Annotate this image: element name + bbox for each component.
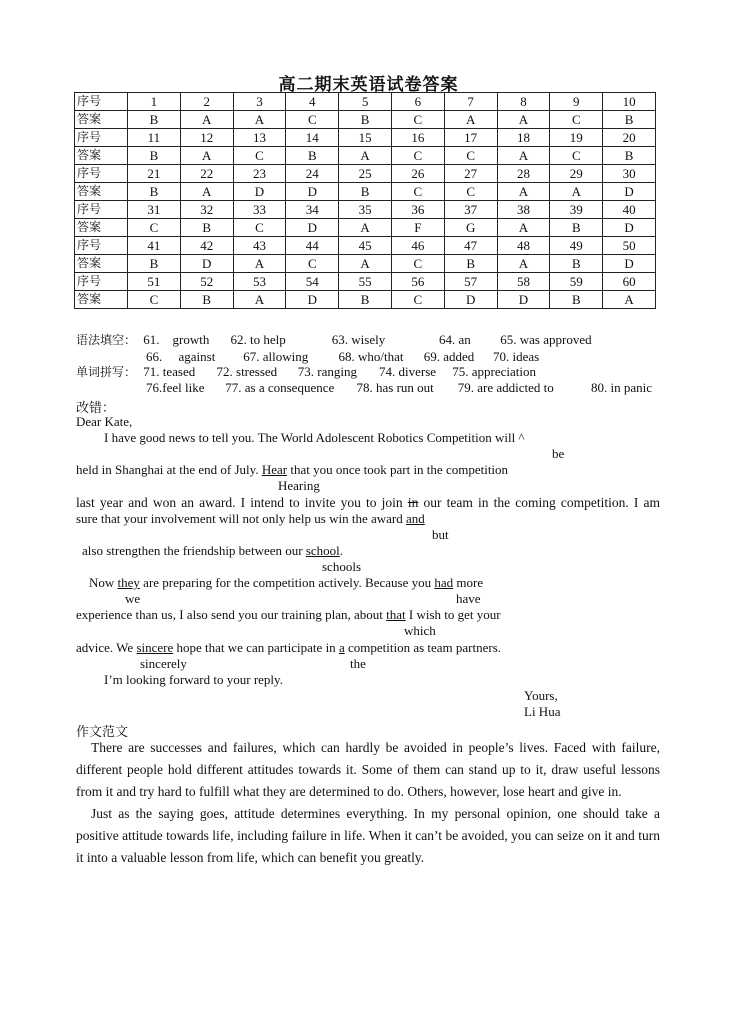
answer-cell: A xyxy=(339,219,392,237)
spelling-answer: 77. as a consequence xyxy=(225,380,335,395)
question-number: 30 xyxy=(603,165,656,183)
question-number: 33 xyxy=(233,201,286,219)
answer-cell: C xyxy=(286,255,339,273)
answer-cell: D xyxy=(603,183,656,201)
question-number: 40 xyxy=(603,201,656,219)
answer-cell: A xyxy=(497,111,550,129)
question-number: 34 xyxy=(286,201,339,219)
answer-cell: C xyxy=(444,147,497,165)
row-header: 答案 xyxy=(75,183,128,201)
question-number: 8 xyxy=(497,93,550,111)
number-row xyxy=(75,93,656,111)
question-number: 16 xyxy=(391,129,444,147)
answer-cell: D xyxy=(180,255,233,273)
number-row xyxy=(75,201,656,219)
spelling-answer: 80. in panic xyxy=(591,380,653,395)
answer-cell: G xyxy=(444,219,497,237)
letter-line xyxy=(76,607,501,623)
answer-cell: B xyxy=(550,255,603,273)
question-number: 3 xyxy=(233,93,286,111)
answer-cell: B xyxy=(180,219,233,237)
answer-cell: A xyxy=(180,111,233,129)
grammar-label: 语法填空： xyxy=(76,333,137,347)
question-number: 44 xyxy=(286,237,339,255)
answer-row xyxy=(75,183,656,201)
answer-cell: A xyxy=(180,183,233,201)
text: more xyxy=(453,575,484,590)
letter-line xyxy=(76,462,508,478)
question-number: 1 xyxy=(128,93,181,111)
question-number: 43 xyxy=(233,237,286,255)
spelling-answer: 73. ranging xyxy=(297,364,357,379)
question-number: 14 xyxy=(286,129,339,147)
row-header: 答案 xyxy=(75,291,128,309)
question-number: 12 xyxy=(180,129,233,147)
answer-cell: C xyxy=(444,183,497,201)
question-number: 7 xyxy=(444,93,497,111)
answer-cell: B xyxy=(550,219,603,237)
letter-signature: Li Hua xyxy=(524,704,561,719)
text: . xyxy=(339,543,344,558)
question-number: 57 xyxy=(444,273,497,291)
answer-cell: B xyxy=(603,111,656,129)
page-title: 高二期末英语试卷答案 xyxy=(278,75,459,95)
grammar-answer: 64. an xyxy=(439,332,471,347)
correction-word: sincerely xyxy=(140,656,187,671)
question-number: 13 xyxy=(233,129,286,147)
question-number: 37 xyxy=(444,201,497,219)
question-number: 48 xyxy=(497,237,550,255)
grammar-answer: 62. to help xyxy=(230,332,286,347)
row-header: 序号 xyxy=(75,129,128,147)
answer-cell: C xyxy=(550,147,603,165)
row-header: 序号 xyxy=(75,237,128,255)
spelling-answer: 71. teased xyxy=(143,364,196,379)
grammar-answer: 61. growth xyxy=(143,332,210,347)
question-number: 52 xyxy=(180,273,233,291)
question-number: 11 xyxy=(128,129,181,147)
letter-line xyxy=(82,543,343,559)
correction-word: be xyxy=(552,446,565,461)
answer-cell: A xyxy=(497,219,550,237)
answer-cell: C xyxy=(391,111,444,129)
answer-cell: B xyxy=(286,147,339,165)
answer-table xyxy=(74,92,656,309)
text: advice. We xyxy=(76,640,137,655)
answer-cell: A xyxy=(233,291,286,309)
grammar-answer: 67. allowing xyxy=(243,349,309,364)
correction-word: but xyxy=(432,527,449,542)
answer-cell: D xyxy=(233,183,286,201)
question-number: 54 xyxy=(286,273,339,291)
essay-paragraph: Just as the saying goes, attitude determines everything. In my personal opinion, one should take a positive attitude towards life, including failure in life. When it can’t be avoided, you can seize on it and turn it into a valuable lesson from life, which can benefit you greatly. xyxy=(76,806,660,865)
correction-word: we xyxy=(125,591,141,606)
answer-row xyxy=(75,147,656,165)
question-number: 21 xyxy=(128,165,181,183)
letter-closing: Yours, xyxy=(524,688,558,703)
question-number: 47 xyxy=(444,237,497,255)
question-number: 36 xyxy=(391,201,444,219)
answer-cell: B xyxy=(128,147,181,165)
answer-cell: B xyxy=(339,111,392,129)
question-number: 28 xyxy=(497,165,550,183)
question-number: 35 xyxy=(339,201,392,219)
question-number: 5 xyxy=(339,93,392,111)
question-number: 20 xyxy=(603,129,656,147)
text: competition as team partners. xyxy=(344,640,502,655)
question-number: 26 xyxy=(391,165,444,183)
spelling-line-1 xyxy=(76,363,536,380)
grammar-answer: 63. wisely xyxy=(331,332,386,347)
answer-cell: C xyxy=(233,147,286,165)
question-number: 10 xyxy=(603,93,656,111)
answer-cell: D xyxy=(444,291,497,309)
row-header: 序号 xyxy=(75,201,128,219)
question-number: 9 xyxy=(550,93,603,111)
answer-cell: C xyxy=(128,219,181,237)
error-word: sincere xyxy=(136,640,174,655)
answer-cell: A xyxy=(180,147,233,165)
question-number: 59 xyxy=(550,273,603,291)
text: I wish to get your xyxy=(405,607,501,622)
question-number: 27 xyxy=(444,165,497,183)
answer-cell: D xyxy=(603,255,656,273)
answer-cell: D xyxy=(286,291,339,309)
spelling-answer: 78. has run out xyxy=(356,380,434,395)
letter-line: I’m looking forward to your reply. xyxy=(104,672,283,687)
letter-line xyxy=(76,640,501,656)
answer-cell: B xyxy=(339,291,392,309)
spelling-answer: 79. are addicted to xyxy=(457,380,554,395)
row-header: 序号 xyxy=(75,273,128,291)
essay-body xyxy=(76,737,660,869)
error-word: and xyxy=(406,511,425,526)
question-number: 50 xyxy=(603,237,656,255)
answer-cell: B xyxy=(180,291,233,309)
letter-line: I have good news to tell you. The World Adolescent Robotics Competition will ^ xyxy=(104,430,525,445)
letter-line xyxy=(76,495,660,511)
spelling-answer: 72. stressed xyxy=(216,364,278,379)
grammar-answer: 69. added xyxy=(423,349,475,364)
question-number: 56 xyxy=(391,273,444,291)
number-row xyxy=(75,165,656,183)
number-row xyxy=(75,273,656,291)
answer-cell: A xyxy=(603,291,656,309)
answer-cell: B xyxy=(444,255,497,273)
letter-line xyxy=(89,575,483,591)
spelling-answer: 76.feel like xyxy=(146,380,205,395)
answer-row xyxy=(75,219,656,237)
text: that you once took part in the competition xyxy=(287,462,509,477)
answer-cell: C xyxy=(233,219,286,237)
error-word: school xyxy=(305,543,340,558)
spelling-line-2 xyxy=(146,380,652,396)
answer-cell: A xyxy=(497,147,550,165)
text: Now xyxy=(89,575,118,590)
question-number: 22 xyxy=(180,165,233,183)
text: last year and won an award. I intend to invite you to join xyxy=(76,495,408,510)
answer-cell: A xyxy=(233,111,286,129)
answer-cell: B xyxy=(339,183,392,201)
essay-paragraph: There are successes and failures, which can hardly be avoided in people’s lives. Faced with failure, different people hold different attitudes towards it. Some of them can stand up to it, draw useful lessons from it and try hard to fulfill what they are determined to do. Others, however, lose heart and give in. xyxy=(76,740,660,799)
error-word: they xyxy=(117,575,140,590)
answer-cell: B xyxy=(550,291,603,309)
answer-row xyxy=(75,111,656,129)
number-row xyxy=(75,129,656,147)
question-number: 32 xyxy=(180,201,233,219)
answer-cell: B xyxy=(128,111,181,129)
question-number: 15 xyxy=(339,129,392,147)
answer-cell: B xyxy=(603,147,656,165)
text: hope that we can participate in xyxy=(173,640,339,655)
answer-cell: C xyxy=(391,183,444,201)
text: are preparing for the competition actively. Because you xyxy=(139,575,435,590)
number-row xyxy=(75,237,656,255)
question-number: 6 xyxy=(391,93,444,111)
row-header: 序号 xyxy=(75,165,128,183)
text: our team in the coming competition. I am xyxy=(418,495,660,510)
answer-cell: A xyxy=(497,183,550,201)
text: also strengthen the friendship between our xyxy=(82,543,306,558)
letter-line xyxy=(76,511,425,527)
correction-word: which xyxy=(404,623,436,638)
answer-cell: A xyxy=(497,255,550,273)
correction-word: schools xyxy=(322,559,361,574)
question-number: 45 xyxy=(339,237,392,255)
answer-cell: A xyxy=(444,111,497,129)
question-number: 25 xyxy=(339,165,392,183)
question-number: 38 xyxy=(497,201,550,219)
row-header: 答案 xyxy=(75,111,128,129)
question-number: 29 xyxy=(550,165,603,183)
correction-word: Hearing xyxy=(278,478,320,493)
grammar-answer: 68. who/that xyxy=(338,349,404,364)
answer-cell: A xyxy=(550,183,603,201)
question-number: 60 xyxy=(603,273,656,291)
spelling-answer: 74. diverse xyxy=(379,364,437,379)
question-number: 31 xyxy=(128,201,181,219)
grammar-answer: 70. ideas xyxy=(493,349,540,364)
answer-cell: D xyxy=(286,219,339,237)
question-number: 51 xyxy=(128,273,181,291)
question-number: 18 xyxy=(497,129,550,147)
question-number: 49 xyxy=(550,237,603,255)
letter-greeting: Dear Kate, xyxy=(76,414,133,429)
question-number: 58 xyxy=(497,273,550,291)
essay-label: 作文范文 xyxy=(76,725,129,740)
error-word: a xyxy=(338,640,345,655)
answer-cell: A xyxy=(233,255,286,273)
question-number: 17 xyxy=(444,129,497,147)
question-number: 2 xyxy=(180,93,233,111)
row-header: 答案 xyxy=(75,147,128,165)
question-number: 23 xyxy=(233,165,286,183)
answer-cell: B xyxy=(128,183,181,201)
correction-label: 改错： xyxy=(76,401,116,416)
answer-row xyxy=(75,255,656,273)
deleted-word: in xyxy=(407,495,419,510)
answer-cell: D xyxy=(603,219,656,237)
question-number: 42 xyxy=(180,237,233,255)
row-header: 答案 xyxy=(75,255,128,273)
row-header: 答案 xyxy=(75,219,128,237)
answer-cell: B xyxy=(128,255,181,273)
text: sure that your involvement will not only help us win the award xyxy=(76,511,406,526)
row-header: 序号 xyxy=(75,93,128,111)
answer-cell: A xyxy=(339,255,392,273)
question-number: 41 xyxy=(128,237,181,255)
spelling-label: 单词拼写： xyxy=(76,365,137,379)
question-number: 53 xyxy=(233,273,286,291)
answer-cell: F xyxy=(391,219,444,237)
answer-cell: C xyxy=(391,147,444,165)
correction-word: have xyxy=(456,591,481,606)
answer-cell: C xyxy=(391,255,444,273)
answer-cell: C xyxy=(128,291,181,309)
correction-word: the xyxy=(350,656,366,671)
answer-cell: C xyxy=(391,291,444,309)
question-number: 55 xyxy=(339,273,392,291)
error-word: Hear xyxy=(261,462,288,477)
answer-cell: C xyxy=(550,111,603,129)
question-number: 24 xyxy=(286,165,339,183)
answer-row xyxy=(75,291,656,309)
spelling-answer: 75. appreciation xyxy=(452,364,537,379)
grammar-answer: 66. against xyxy=(146,349,216,364)
question-number: 19 xyxy=(550,129,603,147)
answer-cell: D xyxy=(286,183,339,201)
error-word: had xyxy=(434,575,454,590)
text: experience than us, I also send you our training plan, about xyxy=(76,607,387,622)
answer-cell: C xyxy=(286,111,339,129)
grammar-answer: 65. was approved xyxy=(500,332,592,347)
text: held in Shanghai at the end of July. xyxy=(76,462,262,477)
question-number: 46 xyxy=(391,237,444,255)
answer-cell: A xyxy=(339,147,392,165)
question-number: 4 xyxy=(286,93,339,111)
question-number: 39 xyxy=(550,201,603,219)
error-word: that xyxy=(386,607,406,622)
answer-cell: D xyxy=(497,291,550,309)
